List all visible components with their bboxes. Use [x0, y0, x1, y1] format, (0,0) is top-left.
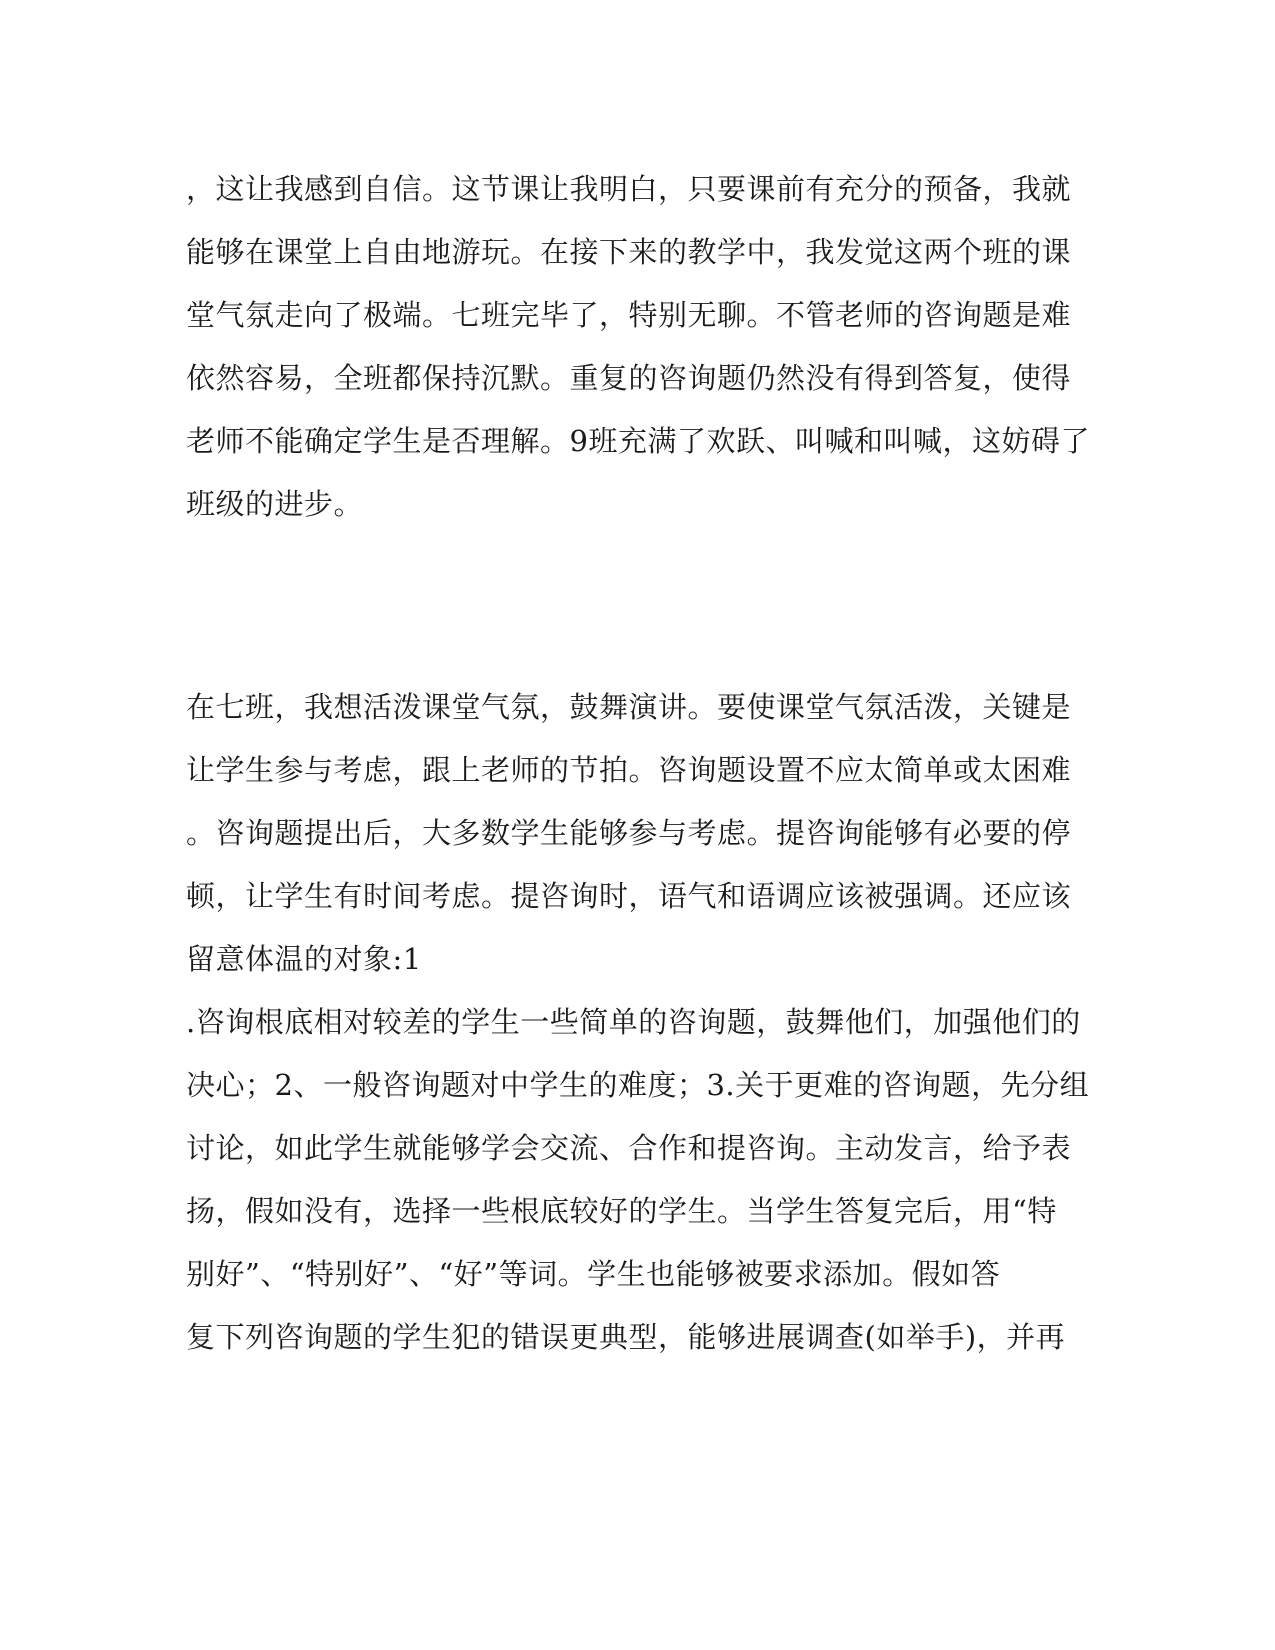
text-line: 堂气氛走向了极端。七班完毕了，特别无聊。不管老师的咨询题是难	[186, 298, 1072, 332]
text-line: 让学生参与考虑，跟上老师的节拍。咨询题设置不应太简单或太困难	[186, 753, 1072, 787]
text-line: ，这让我感到自信。这节课让我明白，只要课前有充分的预备，我就	[186, 172, 1072, 206]
text-line: 决心；2、一般咨询题对中学生的难度；3.关于更难的咨询题，先分组	[186, 1068, 1090, 1102]
text-line: 复下列咨询题的学生犯的错误更典型，能够进展调查(如举手)，并再	[186, 1320, 1066, 1354]
text-line: 扬，假如没有，选择一些根底较好的学生。当学生答复完后，用“特	[186, 1194, 1057, 1228]
text-line: .咨询根底相对较差的学生一些简单的咨询题，鼓舞他们，加强他们的	[186, 1005, 1081, 1039]
text-line: 能够在课堂上自由地游玩。在接下来的教学中，我发觉这两个班的课	[186, 235, 1072, 269]
text-line: 班级的进步。	[186, 487, 364, 521]
text-line: 依然容易，全班都保持沉默。重复的咨询题仍然没有得到答复，使得	[186, 361, 1072, 395]
paragraph	[186, 676, 1090, 1369]
text-line: 。咨询题提出后，大多数学生能够参与考虑。提咨询能够有必要的停	[186, 816, 1072, 850]
text-line: 留意体温的对象:1	[186, 942, 422, 976]
text-line: 老师不能确定学生是否理解。9班充满了欢跃、叫喊和叫喊，这妨碍了	[186, 424, 1090, 458]
text-line: 顿，让学生有时间考虑。提咨询时，语气和语调应该被强调。还应该	[186, 879, 1072, 913]
text-line: 在七班，我想活泼课堂气氛，鼓舞演讲。要使课堂气氛活泼，关键是	[186, 690, 1072, 724]
text-line: 别好”、“特别好”、“好”等词。学生也能够被要求添加。假如答	[186, 1257, 1001, 1291]
paragraph	[186, 158, 1090, 536]
text-line: 讨论，如此学生就能够学会交流、合作和提咨询。主动发言，给予表	[186, 1131, 1072, 1165]
